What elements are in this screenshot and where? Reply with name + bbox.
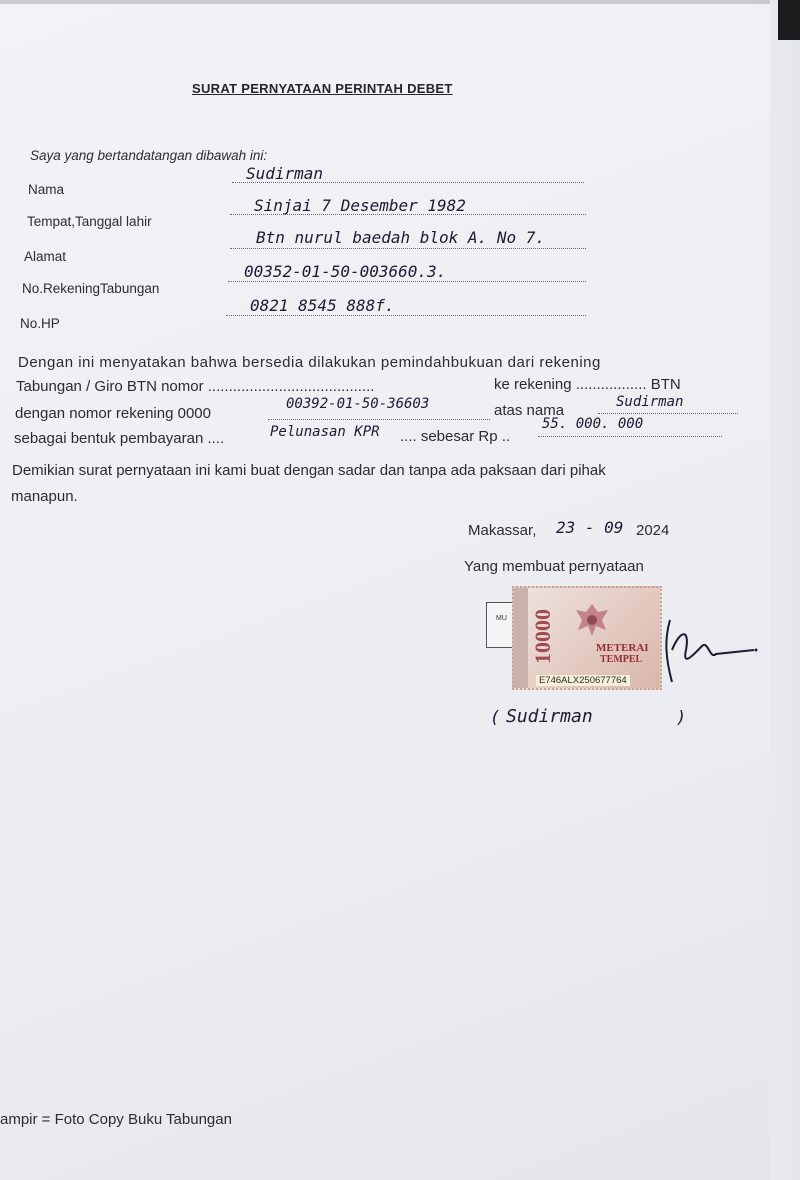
signature-scribble: [650, 610, 760, 690]
statement-line-2a: Tabungan / Giro BTN nomor ........................................: [16, 378, 375, 395]
statement-account-number: 00392-01-50-36603: [286, 396, 430, 412]
background-corner: [778, 0, 800, 40]
signer-name-open: (: [490, 708, 501, 728]
garuda-emblem-icon: [574, 600, 610, 640]
account-number-line: [268, 419, 490, 420]
rekening-value: 00352-01-50-003660.3.: [244, 262, 447, 281]
stamp-title-1: METERAI: [596, 642, 649, 654]
hp-value: 0821 8545 888f.: [250, 296, 395, 315]
payment-amount: 55. 000. 000: [542, 416, 644, 432]
statement-line-3a: dengan nomor rekening 0000: [15, 405, 211, 422]
statement-line-4b: .... sebesar Rp ..: [400, 428, 511, 445]
alamat-value: Btn nurul baedah blok A. No 7.: [256, 228, 545, 247]
stamp-stripe: [514, 588, 528, 688]
ttl-line: [230, 214, 586, 215]
page-top-edge: [0, 0, 800, 4]
statement-line-1: Dengan ini menyatakan bahwa bersedia dilakukan pemindahbukuan dari rekening: [18, 354, 601, 371]
alamat-label: Alamat: [24, 249, 67, 264]
alamat-line: [230, 248, 586, 249]
place-city: Makassar,: [468, 522, 537, 539]
footer-note: ampir = Foto Copy Buku Tabungan: [0, 1111, 232, 1128]
ttl-value: Sinjai 7 Desember 1982: [254, 196, 466, 215]
stamp-value: 10000: [530, 609, 555, 664]
rekening-label: No.RekeningTabungan: [22, 281, 160, 296]
statement-line-3b: atas nama: [494, 402, 565, 419]
nama-line: [232, 182, 584, 183]
signer-name: Sudirman: [506, 706, 593, 727]
page-right-edge: [770, 0, 800, 1180]
amount-line: [538, 436, 722, 437]
ttl-label: Tempat,Tanggal lahir: [27, 214, 152, 229]
hp-line: [226, 315, 586, 316]
statement-account-name: Sudirman: [616, 394, 684, 410]
date-handwritten: 23 - 09: [556, 518, 624, 537]
place-year: 2024: [636, 522, 670, 539]
hp-label: No.HP: [20, 316, 60, 331]
statement-line-4a: sebagai bentuk pembayaran ....: [14, 430, 225, 447]
stamp-serial: E746ALX250677764: [536, 675, 630, 686]
closing-line-2: manapun.: [11, 488, 78, 505]
rekening-line: [228, 281, 586, 282]
stamp-side-box: MU: [486, 602, 518, 648]
signer-name-close: ): [676, 708, 687, 728]
nama-label: Nama: [28, 182, 65, 197]
intro-text: Saya yang bertandatangan dibawah ini:: [30, 148, 268, 163]
nama-value: Sudirman: [246, 164, 324, 183]
document-title: SURAT PERNYATAAN PERINTAH DEBET: [192, 81, 453, 96]
closing-line-1: Demikian surat pernyataan ini kami buat dengan sadar dan tanpa ada paksaan dari pihak: [12, 462, 606, 479]
meterai-stamp: [512, 586, 662, 690]
payment-purpose: Pelunasan KPR: [270, 424, 380, 440]
signer-label: Yang membuat pernyataan: [464, 558, 644, 575]
account-name-line: [598, 413, 738, 414]
statement-line-2b: ke rekening ................. BTN: [494, 376, 681, 393]
stamp-title-2: TEMPEL: [600, 654, 643, 665]
